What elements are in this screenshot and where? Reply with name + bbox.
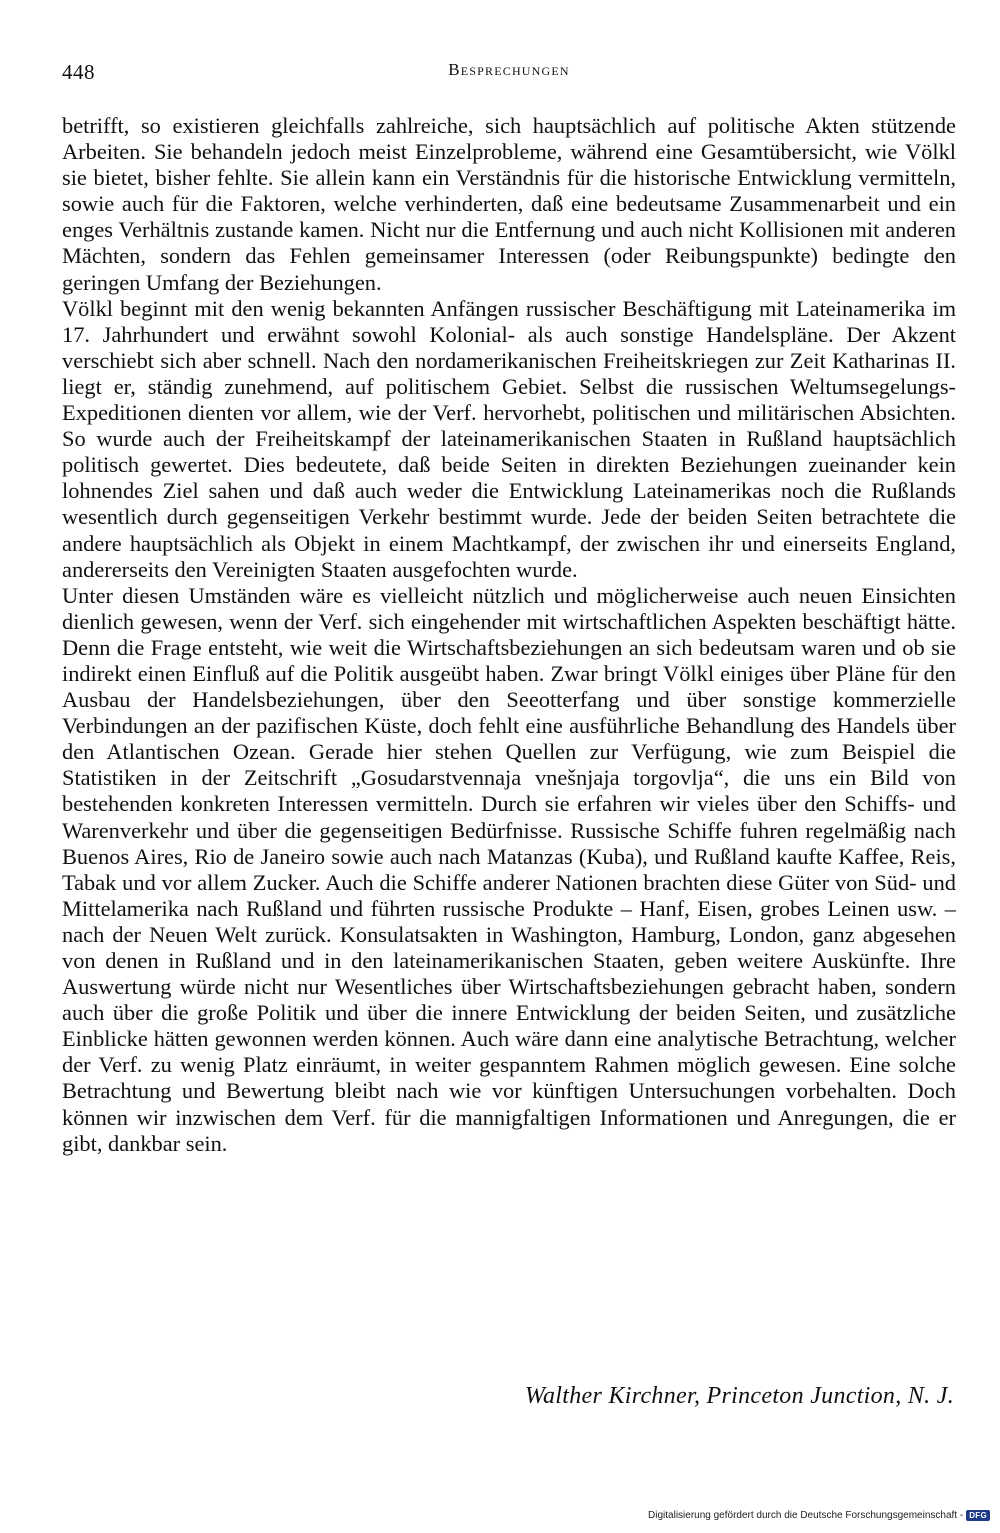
paragraph-2: Völkl beginnt mit den wenig bekannten Anfängen russischer Beschäftigung mit Lateinamerika im 17. Jahrhundert und erwähnt sowohl Kolonial- als auch sonstige Handelspläne. Der Akzent verschiebt sich aber schnell. Nach den nordamerikanischen Freiheitskriegen zur Zeit Katharinas II. liegt er, ständig zunehmend, auf politischem Gebiet. Selbst die russischen Weltumsegelungs-Expeditionen dienten vor allem, wie der Verf. hervorhebt, politischen und militärischen Absichten. So wurde auch der Freiheitskampf der lateinamerikanischen Staaten in Rußland hauptsächlich politisch gewertet. Dies bedeutete, daß beide Seiten in direkten Beziehungen zueinander kein lohnendes Ziel sahen und daß auch weder die Entwicklung Lateinamerikas noch die Rußlands wesentlich durch gegenseitigen Verkehr bestimmt wurde. Jede der beiden Seiten betrachtete die andere hauptsächlich als Objekt in einem Machtkampf, der zwischen ihr und einerseits England, andererseits den Vereinigten Staaten ausgefochten wurde. [62, 295, 956, 582]
digitization-footer [648, 1507, 990, 1523]
paragraph-1: betrifft, so existieren gleichfalls zahlreiche, sich hauptsächlich auf politische Akten stützende Arbeiten. Sie behandeln jedoch meist Einzelprobleme, während eine Gesamtübersicht, wie Völkl sie bietet, bisher fehlte. Sie allein kann ein Verständnis für die historische Entwicklung vermitteln, sowie auch für die Faktoren, welche verhinderten, daß eine bedeutsame Zusammenarbeit und ein enges Verhältnis zustande kamen. Nicht nur die Entfernung und auch nicht Kollisionen mit anderen Mächten, sondern das Fehlen gemeinsamer Interessen (oder Reibungspunkte) bedingte den geringen Umfang der Beziehungen. [62, 113, 956, 295]
paragraph-3: Unter diesen Umständen wäre es vielleicht nützlich und möglicherweise auch neuen Einsichten dienlich gewesen, wenn der Verf. sich eingehender mit wirtschaftlichen Aspekten beschäftigt hätte. Denn die Frage entsteht, wie weit die Wirtschaftsbeziehungen an sich bedeutsam waren und ob sie indirekt einen Einfluß auf die Politik ausgeübt haben. Zwar bringt Völkl einiges über Pläne für den Ausbau der Handelsbeziehungen, über den Seeotterfang und über sonstige kommerzielle Verbindungen an der pazifischen Küste, doch fehlt eine ausführliche Behandlung des Handels über den Atlantischen Ozean. Gerade hier stehen Quellen zur Verfügung, wie zum Beispiel die Statistiken in der Zeitschrift „Gosudarstvennaja vnešnjaja torgovlja“, die uns ein Bild von bestehenden konkreten Interessen vermitteln. Durch sie erfahren wir vieles über den Schiffs- und Warenverkehr und über die gegenseitigen Bedürfnisse. Russische Schiffe fuhren regelmäßig nach Buenos Aires, Rio de Janeiro sowie auch nach Matanzas (Kuba), und Rußland kaufte Kaffee, Reis, Tabak und vor allem Zucker. Auch die Schiffe anderer Nationen brachten diese Güter von Süd- und Mittelamerika nach Rußland und führten russische Produkte – Hanf, Eisen, grobes Leinen usw. – nach der Neuen Welt zurück. Konsulatsakten in Washington, Hamburg, London, ganz abgesehen von denen in Rußland und in den lateinamerikanischen Staaten, geben weitere Auskünfte. Ihre Auswertung würde nicht nur Wesentliches über Wirtschaftsbeziehungen gebracht haben, sondern auch über die große Politik und über die innere Entwicklung der beiden Seiten, und zusätzliche Einblicke hätten gewonnen werden können. Auch wäre dann eine analytische Betrachtung, welcher der Verf. zu wenig Platz einräumt, in weiter gespanntem Rahmen möglich gewesen. Eine solche Betrachtung und Bewertung bleibt nach wie vor künftigen Untersuchungen vorbehalten. Doch können wir inzwischen dem Verf. für die mannigfaltigen Informationen und Anregungen, die er gibt, dankbar sein. [62, 582, 956, 1156]
author-signature: Walther Kirchner, Princeton Junction, N. J. [524, 1383, 954, 1409]
dfg-logo: DFG [966, 1510, 990, 1521]
running-head: Besprechungen [448, 60, 570, 79]
page-header [62, 60, 956, 90]
footer-text: Digitalisierung gefördert durch die Deutsche Forschungsgemeinschaft - [648, 1509, 964, 1521]
page-number: 448 [62, 60, 95, 84]
review-body [62, 113, 956, 1157]
